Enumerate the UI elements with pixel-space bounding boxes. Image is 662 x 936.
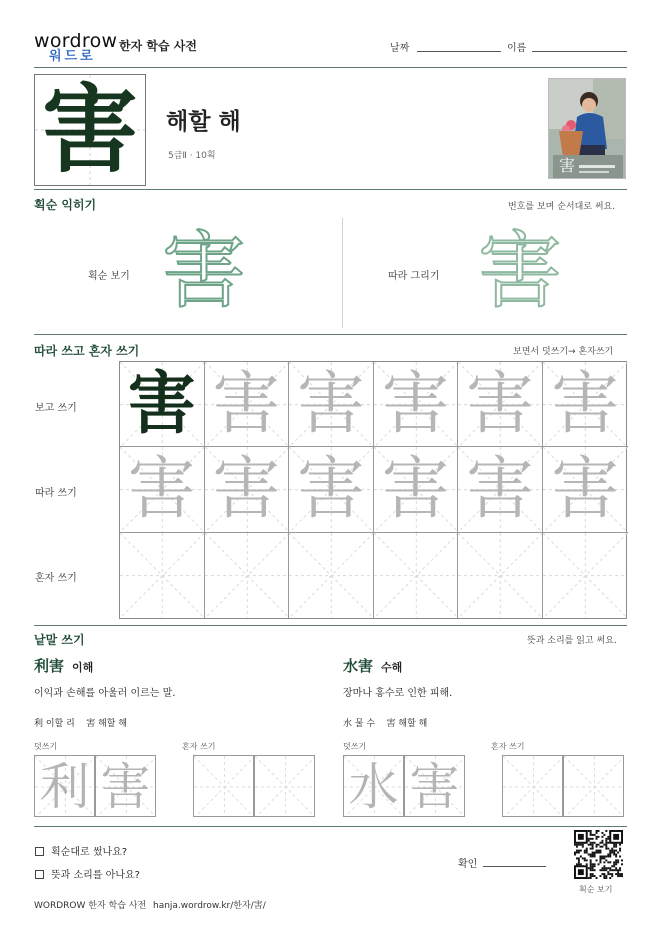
word-2-trace-char-1: 水: [348, 758, 399, 816]
trace-character: 害: [381, 365, 450, 444]
word-2-trace-label: 덧쓰기: [343, 742, 367, 751]
word-2-solo-box-1[interactable]: [502, 755, 563, 817]
row-label-solo-write: 혼자 쓰기: [35, 573, 77, 584]
grid-cell-r2-c6[interactable]: [543, 447, 628, 532]
word-1-solo-box-2[interactable]: [254, 755, 315, 817]
word-1-trace-char-2: 害: [100, 758, 151, 816]
trace-character: 害: [296, 365, 365, 444]
checklist-item-2[interactable]: [35, 866, 140, 881]
word-2-trace-char-2: 害: [409, 758, 460, 816]
stroke-section-note: 번호를 보며 순서대로 써요.: [508, 202, 616, 212]
trace-character: 害: [212, 450, 281, 530]
trace-character: 害: [212, 365, 281, 444]
grid-cell-r1-c6[interactable]: [543, 362, 628, 447]
grid-cell-r1-c2[interactable]: [205, 362, 290, 447]
header-divider: [34, 67, 627, 68]
grid-cell-r1-c4[interactable]: [374, 362, 459, 447]
grid-cell-r2-c3[interactable]: [289, 447, 374, 532]
illustration-image: [548, 78, 626, 179]
word-1-trace-char-1: 利: [39, 758, 90, 816]
trace-character: 害: [551, 365, 620, 444]
box-guide-lines: [194, 756, 254, 817]
stroke-divider: [342, 218, 343, 328]
meaning-sound: 해할 해: [166, 109, 241, 135]
svg-text:害: 害: [559, 156, 576, 175]
word-2-reading: 수해: [381, 661, 403, 674]
word-1-solo-box-1[interactable]: [193, 755, 254, 817]
stroke-trace-character[interactable]: 害: [478, 222, 563, 320]
main-character-box: [34, 74, 146, 186]
footer-brand: WORDROW 한자 학습 사전: [34, 901, 147, 911]
qr-code[interactable]: [574, 830, 623, 879]
grid-cell-r1-c3[interactable]: [289, 362, 374, 447]
logo-korean: 워드로: [49, 49, 96, 64]
word-1-trace-box-1[interactable]: [34, 755, 95, 817]
checklist-item-1[interactable]: [35, 843, 127, 858]
writing-grid: [119, 361, 627, 619]
word-1-hanja: 利害: [34, 657, 65, 675]
word-1-trace-box-2[interactable]: [95, 755, 156, 817]
stroke-order-character: 害: [162, 222, 247, 320]
hero-divider: [34, 189, 627, 190]
stroke-section-title: 획순 익히기: [34, 198, 97, 212]
logo-wordrow: wordrow: [34, 30, 118, 52]
grid-cell-r2-c4[interactable]: [374, 447, 459, 532]
qr-label: 획순 보기: [579, 885, 613, 894]
grid-cell-r3-c2[interactable]: [205, 533, 290, 618]
date-field[interactable]: [417, 51, 501, 52]
word-2-definition: 장마나 홍수로 인한 피해.: [343, 688, 453, 699]
grid-cell-r3-c1[interactable]: [120, 533, 205, 618]
word-2-hanja: 水害: [343, 657, 374, 675]
grid-cell-r2-c2[interactable]: [205, 447, 290, 532]
box-guide-lines: [564, 756, 624, 817]
checkbox-1[interactable]: [35, 847, 44, 856]
cell-guide-lines: [289, 533, 374, 618]
word-1-reading: 이해: [72, 661, 94, 674]
main-character: 害: [42, 73, 138, 186]
writing-section-note: 보면서 덧쓰기→ 혼자쓰기: [513, 347, 614, 357]
grid-cell-r3-c6[interactable]: [543, 533, 628, 618]
header-title: 한자 학습 사전: [119, 39, 197, 53]
trace-character: 害: [296, 450, 365, 530]
grid-cell-r1-c1: [120, 362, 205, 447]
word-1-trace-label: 덧쓰기: [34, 742, 58, 751]
grid-cell-r2-c1[interactable]: [120, 447, 205, 532]
cell-guide-lines: [543, 533, 628, 618]
checklist-item-1-label: 획순대로 썼나요?: [51, 847, 128, 858]
row-label-see-write: 보고 쓰기: [35, 403, 77, 414]
name-label: 이름: [507, 43, 527, 54]
trace-character: 害: [466, 450, 535, 530]
writing-section-divider: [34, 625, 627, 626]
word-2-solo-label: 혼자 쓰기: [491, 742, 525, 751]
cell-guide-lines: [120, 533, 205, 618]
model-character: 害: [127, 364, 196, 444]
level-strokes: 5급Ⅱ · 10획: [168, 151, 216, 161]
grid-cell-r3-c5[interactable]: [458, 533, 543, 618]
grid-cell-r2-c5[interactable]: [458, 447, 543, 532]
words-section-note: 뜻과 소리를 읽고 써요.: [527, 636, 617, 646]
trace-character: 害: [381, 450, 450, 530]
word-1-parts: 利 이할 리 害 해할 해: [34, 719, 128, 729]
box-guide-lines: [255, 756, 315, 817]
stroke-trace-label: 따라 그리기: [388, 271, 440, 282]
box-guide-lines: [503, 756, 563, 817]
cell-guide-lines: [374, 533, 459, 618]
cell-guide-lines: [458, 533, 543, 618]
stroke-section-divider: [34, 334, 627, 335]
word-2-solo-box-2[interactable]: [563, 755, 624, 817]
word-1-definition: 이익과 손해를 아울러 이르는 말.: [34, 688, 176, 699]
name-field[interactable]: [532, 51, 627, 52]
checkbox-2[interactable]: [35, 870, 44, 879]
trace-character: 害: [551, 450, 620, 530]
cell-guide-lines: [205, 533, 290, 618]
writing-section-title: 따라 쓰고 혼자 쓰기: [34, 344, 140, 358]
word-2-trace-box-2[interactable]: [404, 755, 465, 817]
grid-cell-r3-c3[interactable]: [289, 533, 374, 618]
words-section-title: 낱말 쓰기: [34, 633, 85, 647]
trace-character: 害: [127, 450, 196, 530]
row-label-trace-write: 따라 쓰기: [35, 488, 77, 499]
stroke-view-label: 획순 보기: [88, 271, 130, 282]
confirm-field[interactable]: [483, 866, 546, 867]
word-2-trace-box-1[interactable]: [343, 755, 404, 817]
date-label: 날짜: [390, 43, 410, 54]
confirm-label: 확인: [458, 859, 478, 870]
trace-character: 害: [466, 365, 535, 444]
footer-url[interactable]: hanja.wordrow.kr/한자/害/: [153, 901, 266, 911]
grid-cell-r3-c4[interactable]: [374, 533, 459, 618]
words-section-divider: [34, 826, 627, 827]
grid-cell-r1-c5[interactable]: [458, 362, 543, 447]
word-1-solo-label: 혼자 쓰기: [182, 742, 216, 751]
checklist-item-2-label: 뜻과 소리를 아나요?: [51, 870, 140, 881]
word-2-parts: 水 물 수 害 해할 해: [343, 719, 428, 729]
